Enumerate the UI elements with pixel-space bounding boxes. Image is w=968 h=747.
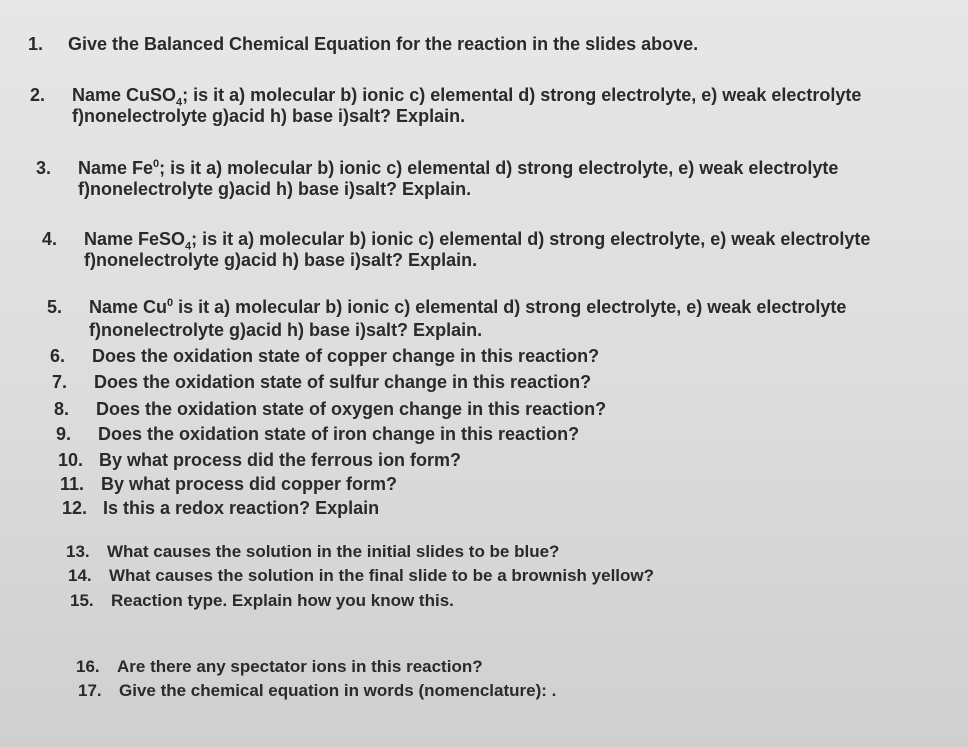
question-text: Are there any spectator ions in this reaction?	[117, 657, 483, 676]
question-number: 17.	[78, 681, 102, 700]
question-number: 11.	[60, 474, 85, 494]
question-text: Does the oxidation state of iron change in this reaction?	[98, 424, 580, 444]
question-9	[56, 423, 579, 446]
question-text-pre: Name Cu	[72, 85, 151, 105]
question-3	[36, 157, 839, 199]
question-5	[47, 296, 847, 340]
question-1	[28, 33, 698, 56]
question-number: 16.	[76, 657, 100, 676]
question-7	[52, 371, 591, 394]
question-text: Reaction type. Explain how you know this.	[111, 591, 454, 610]
question-number: 10.	[58, 450, 84, 470]
question-number: 12.	[62, 498, 88, 518]
question-17	[78, 679, 556, 702]
question-number: 2.	[30, 85, 46, 105]
question-number: 6.	[50, 346, 66, 366]
question-11	[60, 473, 397, 496]
question-13	[66, 540, 559, 563]
question-10	[58, 449, 461, 472]
question-15	[70, 589, 454, 612]
question-14	[68, 564, 654, 587]
question-line-2: f)nonelectrolyte g)acid h) base i)salt? Explain.	[84, 250, 478, 270]
question-text: What causes the solution in the initial slides to be blue?	[107, 542, 560, 561]
formula-subscript: 4	[176, 96, 183, 109]
formula-subscript: 4	[185, 240, 192, 253]
question-number: 13.	[66, 542, 90, 561]
question-number: 4.	[42, 229, 58, 249]
question-16	[76, 655, 483, 678]
question-text: Give the chemical equation in words (nomenclature): .	[119, 681, 557, 700]
question-text: By what process did the ferrous ion form?	[99, 450, 462, 470]
question-text-post: is it a) molecular b) ionic c) elemental d) strong electrolyte, e) weak electrolyte	[173, 297, 847, 317]
question-number: 5.	[47, 297, 63, 317]
question-line-2: f)nonelectrolyte g)acid h) base i)salt? Explain.	[72, 106, 466, 126]
question-number: 14.	[68, 566, 92, 585]
question-6	[50, 345, 599, 368]
question-text-pre: Name Cu	[89, 297, 168, 317]
question-text-pre: Name FeSO	[84, 229, 186, 249]
question-number: 7.	[52, 372, 68, 392]
question-text: Is this a redox reaction? Explain	[103, 498, 380, 518]
question-number: 1.	[28, 34, 44, 54]
question-text: What causes the solution in the final slide to be a brownish yellow?	[109, 566, 655, 585]
formula-superscript: 0	[167, 297, 174, 309]
question-text: Does the oxidation state of sulfur change in this reaction?	[94, 372, 592, 392]
question-text: By what process did copper form?	[101, 474, 398, 494]
question-text-post: ; is it a) molecular b) ionic c) elemental d) strong electrolyte, e) weak electrolyte	[159, 158, 839, 178]
question-text: Give the Balanced Chemical Equation for the reaction in the slides above.	[68, 34, 699, 54]
question-number: 8.	[54, 399, 70, 419]
question-line-2: f)nonelectrolyte g)acid h) base i)salt? Explain.	[89, 320, 483, 340]
formula-superscript: 0	[153, 158, 160, 170]
question-number: 3.	[36, 158, 52, 178]
formula-text: SO	[150, 85, 177, 105]
question-number: 15.	[70, 591, 94, 610]
question-line-2: f)nonelectrolyte g)acid h) base i)salt? Explain.	[78, 179, 472, 199]
question-2	[30, 84, 862, 126]
question-text-post: ; is it a) molecular b) ionic c) elemental d) strong electrolyte, e) weak electrolyte	[191, 229, 871, 249]
question-text: Does the oxidation state of oxygen change in this reaction?	[96, 399, 607, 419]
question-12	[62, 497, 379, 520]
question-number: 9.	[56, 424, 72, 444]
question-text-pre: Name Fe	[78, 158, 154, 178]
question-text: Does the oxidation state of copper change in this reaction?	[92, 346, 600, 366]
question-4	[42, 228, 871, 270]
question-text-post: ; is it a) molecular b) ionic c) elemental d) strong electrolyte, e) weak electrolyte	[182, 85, 862, 105]
question-8	[54, 398, 606, 421]
